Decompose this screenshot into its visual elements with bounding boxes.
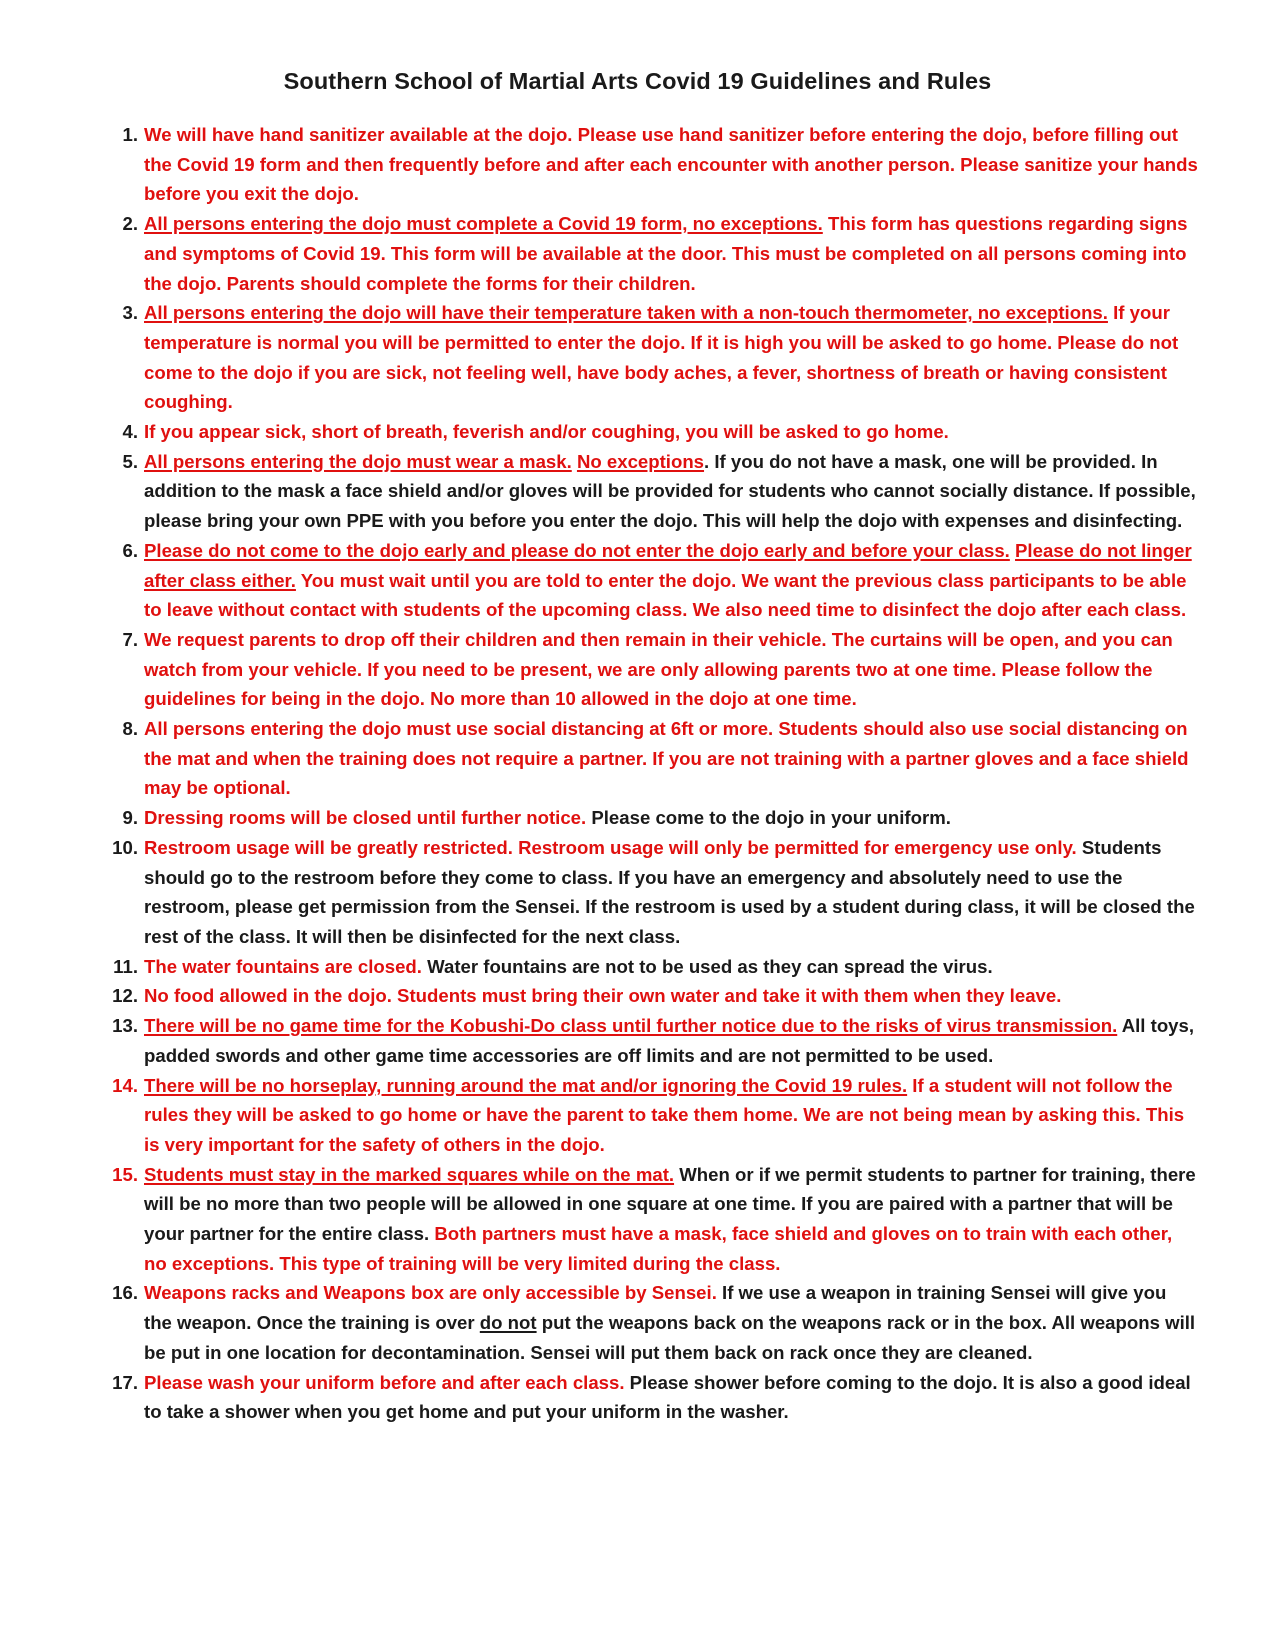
rule-text: Both partners must have a mask, face shield and gloves on to train with each other, no exceptions. This type of training will be very limited during the class. <box>144 1223 1173 1274</box>
rule-2 <box>98 209 1198 298</box>
rule-text: No food allowed in the dojo. Students must bring their own water and take it with them when they leave. <box>144 985 1062 1007</box>
rule-text: If a student will not follow the rules they will be asked to go home or have the parent to take them home. We are not being mean by asking this. This is very important for the safety of others in the dojo. <box>144 1074 1185 1155</box>
rule-text: Water fountains are not to be used as they can spread the virus. <box>421 955 993 977</box>
rule-8 <box>98 714 1198 803</box>
rule-emphasis: There will be no horseplay, running around the mat and/or ignoring the Covid 19 rules. <box>144 1074 908 1096</box>
rule-number: 13. <box>112 1015 138 1037</box>
rule-text: . If you do not have a mask, one will be provided. In addition to the mask a face shield and/or gloves will be provided for students who cannot socially distance. If possible, please bring your own PPE with you before you enter the dojo. This will help the dojo with expenses and disinfecting. <box>144 450 1196 532</box>
rule-text: All toys, padded swords and other game time accessories are off limits and are not permitted to be used. <box>144 1015 1195 1066</box>
rule-emphasis: There will be no game time for the Kobushi-Do class until further notice due to the risks of virus transmission. <box>144 1015 1118 1037</box>
rule-text: Students should go to the restroom before they come to class. If you have an emergency and absolutely need to use the restroom, please get permission from the Sensei. If the restroom is used by a student during class, it will be closed the rest of the class. It will then be disinfected for the next class. <box>144 836 1195 947</box>
rule-number: 14. <box>112 1074 138 1096</box>
rule-16 <box>98 1278 1198 1367</box>
rule-10 <box>98 833 1198 952</box>
rule-text: The water fountains are closed. <box>144 955 422 977</box>
rule-number: 7. <box>122 628 138 650</box>
rule-number: 15. <box>112 1163 138 1185</box>
rule-number: 4. <box>122 421 138 443</box>
rule-17 <box>98 1368 1198 1427</box>
rule-emphasis: do not <box>479 1312 537 1334</box>
rule-15 <box>98 1160 1198 1279</box>
rule-1 <box>98 120 1198 209</box>
rule-text: We request parents to drop off their children and then remain in their vehicle. The curtains will be open, and you can watch from your vehicle. If you need to be present, we are only allowing parents two at one time. Please follow the guidelines for being in the dojo. No more than 10 allowed in the dojo at one time. <box>144 628 1173 710</box>
rule-text: This form has questions regarding signs and symptoms of Covid 19. This form will be available at the door. This must be completed on all persons coming into the dojo. Parents should complete the forms for their children. <box>144 213 1188 294</box>
rule-text: If we use a weapon in training Sensei will give you the weapon. Once the training is over <box>144 1282 1167 1334</box>
rule-text: Weapons racks and Weapons box are only accessible by Sensei. <box>144 1282 717 1304</box>
rule-text: put the weapons back on the weapons rack or in the box. All weapons will be put in one location for decontamination. Sensei will put them back on rack once they are cleaned. <box>144 1312 1196 1363</box>
rule-number: 10. <box>112 836 138 858</box>
rule-number: 9. <box>122 807 138 829</box>
rule-emphasis: All persons entering the dojo must complete a Covid 19 form, no exceptions. <box>144 213 823 235</box>
rule-emphasis: Students must stay in the marked squares while on the mat. <box>144 1163 675 1185</box>
rule-7 <box>98 625 1198 714</box>
document-title: Southern School of Martial Arts Covid 19 Guidelines and Rules <box>283 68 992 94</box>
rule-number: 17. <box>112 1371 138 1393</box>
rule-emphasis: Please do not come to the dojo early and please do not enter the dojo early and before your class. <box>144 539 1010 561</box>
rule-12 <box>98 981 1198 1011</box>
rule-5 <box>98 447 1198 536</box>
rule-emphasis: No exceptions <box>576 450 705 472</box>
rule-number: 6. <box>122 539 138 561</box>
rule-text: When or if we permit students to partner for training, there will be no more than two people will be allowed in one square at one time. If you are paired with a partner that will be your partner for the entire class. <box>144 1163 1196 1245</box>
rule-number: 5. <box>122 450 138 472</box>
rule-number: 1. <box>122 124 138 145</box>
rule-text: Please shower before coming to the dojo. It is also a good ideal to take a shower when you get home and put your uniform in the washer. <box>144 1371 1191 1423</box>
rules-list <box>98 120 1198 1427</box>
rule-number: 12. <box>112 985 138 1007</box>
rule-number: 3. <box>122 302 138 324</box>
rule-number: 11. <box>113 955 138 977</box>
rule-4 <box>98 417 1198 447</box>
rule-text: You must wait until you are told to enter the dojo. We want the previous class participants to be able to leave without contact with students of the upcoming class. We also need time to disinfect the dojo after each class. <box>144 569 1187 621</box>
rule-6 <box>98 536 1198 625</box>
rule-text: Please wash your uniform before and after each class. <box>144 1371 625 1393</box>
rule-text: Please come to the dojo in your uniform. <box>586 807 951 829</box>
rule-text: All persons entering the dojo must use social distancing at 6ft or more. Students should also use social distancing on the mat and when the training does not require a partner. If you are not training with a partner gloves and a face shield may be optional. <box>144 718 1189 799</box>
rule-emphasis: Please do not linger after class either. <box>144 539 1192 591</box>
rule-number: 2. <box>122 213 138 235</box>
rule-emphasis: All persons entering the dojo must wear a mask. <box>144 450 572 472</box>
rule-11 <box>98 952 1198 982</box>
rule-number: 16. <box>112 1282 138 1304</box>
rule-text: If your temperature is normal you will be permitted to enter the dojo. If it is high you will be asked to go home. Please do not come to the dojo if you are sick, not feeling well, have body aches, a fever, shortness of breath or having consistent coughing. <box>144 302 1179 413</box>
rule-14 <box>98 1071 1198 1160</box>
rule-number: 8. <box>122 718 138 740</box>
rule-13 <box>98 1011 1198 1070</box>
rule-9 <box>98 803 1198 833</box>
rule-3 <box>98 298 1198 417</box>
rule-emphasis: All persons entering the dojo will have their temperature taken with a non-touch thermometer, no exceptions. <box>144 302 1108 324</box>
rule-text: We will have hand sanitizer available at the dojo. Please use hand sanitizer before entering the dojo, before filling out the Covid 19 form and then frequently before and after each encounter with another person. Please sanitize your hands before you exit the dojo. <box>144 124 1198 205</box>
rule-text: Restroom usage will be greatly restricted. Restroom usage will only be permitted for emergency use only. <box>144 836 1077 858</box>
rule-text: If you appear sick, short of breath, feverish and/or coughing, you will be asked to go home. <box>144 421 949 443</box>
rule-text: Dressing rooms will be closed until further notice. <box>144 807 587 829</box>
